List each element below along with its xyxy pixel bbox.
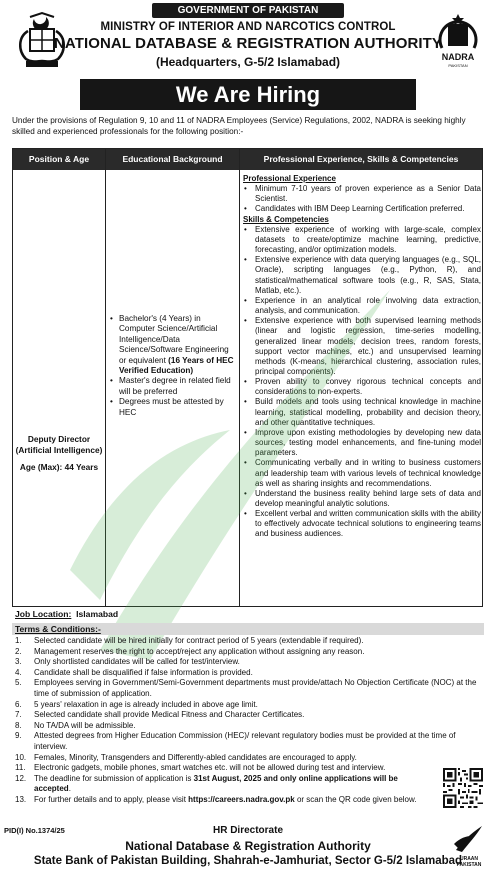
term-item-apply: 13. For further details and to apply, please visit https://careers.nadra.gov.pk or scan the QR code given below. [15,794,417,804]
uraan-logo-text: URAAN PAKISTAN [456,856,482,868]
column-divider [239,149,240,606]
term-item: 7. Selected candidate shall provide Medical Fitness and Character Certificates. [15,710,305,720]
hiring-banner: We Are Hiring [80,79,416,110]
term-item: 11. Electronic gadgets, mobile phones, smart watches etc. will not be allowed during test and interview. [15,763,386,773]
government-banner: GOVERNMENT OF PAKISTAN [152,3,344,18]
term-item: 5. Employees serving in Government/Semi-Government departments must provide/attach No Objection Certificate (NOC) at the time of submission of application. [15,678,477,698]
list-item: • Communicating verbally and in writing to business customers and leadership team with various levels of technical knowledge as well as sharing insights and recommendations. [243,458,481,488]
ministry-title: MINISTRY OF INTERIOR AND NARCOTICS CONTROL [100,21,396,33]
term-item: 9. Attested degrees from Higher Education Commission (HEC)/ relevant regulatory bodies must be provided at the time of interview. [15,731,456,751]
qr-code-icon[interactable] [443,768,483,808]
max-age: Age (Max): 44 Years [19,462,99,472]
list-item: • Degrees must be attested by HEC [109,397,237,418]
headquarters-subtitle: (Headquarters, G-5/2 Islamabad) [155,55,341,69]
authority-title: NATIONAL DATABASE & REGISTRATION AUTHORITY [53,35,443,52]
list-item: • Extensive experience of working with large-scale, complex datasets to create/optimize machine learning, predictive, forecasting, and/or optimization models. [243,225,481,255]
header-position-age: Position & Age [13,149,105,170]
list-item: • Proven ability to convey rigorous technical concepts and considerations to non-experts. [243,377,481,397]
nadra-logo-text: NADRA [441,52,475,62]
job-location: Job Location: Islamabad [15,609,119,619]
footer-address: State Bank of Pakistan Building, Shahrah-e-Jamhuriat, Sector G-5/2 Islamabad [33,855,463,867]
list-item: • Bachelor's (4 Years) in Computer Science/Artificial Intelligence/Data Science/Software Engineering or equivalent (16 Years of HEC Verified Education) [109,314,237,376]
position-title-line1: Deputy Director [27,434,91,444]
experience-heading: Professional Experience [243,174,336,183]
skills-heading: Skills & Competencies [243,214,329,224]
term-item: 10. Females, Minority, Transgenders and Differently-abled candidates are encouraged to apply. [15,752,357,762]
list-item: • Minimum 7-10 years of proven experience as a Senior Data Scientist. [243,184,481,204]
position-title-line2: (Artificial Intelligence) [15,445,103,455]
term-item: 3. Only shortlisted candidates will be called for test/interview. [15,657,240,667]
column-divider [105,149,106,606]
term-item: 6. 5 years' relaxation in age is already included in above age limit. [15,699,258,709]
header-experience: Professional Experience, Skills & Competencies [240,149,482,170]
uraan-pakistan-logo-icon [452,822,486,856]
list-item: • Master's degree in related field will be preferred [109,376,237,397]
terms-heading: Terms & Conditions:- [12,623,484,635]
term-item: 8. No TA/DA will be admissible. [15,720,136,730]
list-item: • Understand the business reality behind large sets of data and develop meaningful analytic solutions. [243,489,481,509]
header-education: Educational Background [106,149,239,170]
list-item: • Improve upon existing methodologies by developing new data sources, testing model enhancements, and fine-tuning model parameters. [243,428,481,458]
terms-list [12,636,484,806]
careers-link[interactable]: https://careers.nadra.gov.pk [188,794,295,804]
term-item: 4. Candidate shall be disqualified if false information is provided. [15,667,253,677]
list-item: • Excellent verbal and written communication skills with the ability to effectively advocate technical solutions to engineering teams and business audiences. [243,509,481,539]
term-item-deadline: 12. The deadline for submission of application is 31st August, 2025 and only online applications will be accepted. [15,773,398,794]
list-item: • Experience in an analytical role involving data extraction, analysis, and communication. [243,296,481,316]
position-cell [13,434,105,473]
list-item: • Extensive experience with both supervised learning methods (linear and logistic regression, time-series modelling, generalized linear models, decision trees, random forests, support vector machines, etc.) and unsupervised learning methods (K-means, hierarchical clustering, association rules, principal components). [243,316,481,377]
list-item: • Extensive experience with data querying languages (e.g., SQL, Oracle), scripting languages (e.g., Python, R), and statistical/mathematical software tools (e.g., R, SAS, Stata, Matlab, etc.). [243,255,481,296]
nadra-logo-icon [434,10,482,70]
list-item: • Build models and tools using technical knowledge in machine learning, statistical modelling, probability and decision theory, and other quantitative techniques. [243,397,481,427]
list-item: • Candidates with IBM Deep Learning Certification preferred. [243,204,481,214]
experience-cell [243,174,481,540]
term-item: 2. Management reserves the right to accept/reject any application without assigning any reason. [15,646,365,656]
footer-authority: National Database & Registration Authority [125,839,371,853]
intro-paragraph: Under the provisions of Regulation 9, 10 and 11 of NADRA Employees (Service) Regulations, 2002, NADRA is seeking highly skilled and experienced professionals for the following position:- [12,116,466,136]
footer-directorate: HR Directorate [212,825,284,836]
education-cell [109,314,237,418]
term-item: 1. Selected candidate will be hired initially for contract period of 5 years (extendable if required). [15,636,364,645]
positions-table [12,148,483,607]
pid-number: PID(I) No.1374/25 [4,826,65,835]
nadra-logo-subtext: PAKISTAN [448,63,468,68]
